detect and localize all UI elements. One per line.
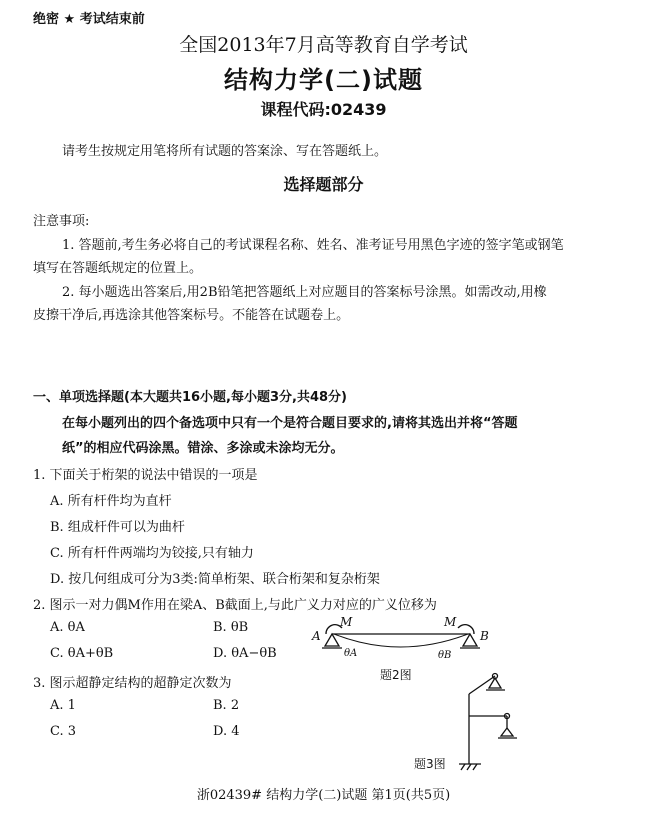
- question-2-option-b: B. θB: [213, 620, 249, 635]
- label-a: A: [312, 629, 321, 643]
- page-footer: 浙02439# 结构力学(二)试题 第1页(共5页): [196, 788, 451, 803]
- question-3-option-b: B. 2: [213, 698, 240, 713]
- figure-3-frame-diagram: [455, 668, 535, 774]
- label-b: B: [480, 629, 489, 643]
- notice-item-1-line-2: 填写在答题纸规定的位置上。: [33, 261, 203, 276]
- figure-3-caption: 题3图: [414, 757, 446, 771]
- question-2-option-c: C. θA+θB: [50, 646, 114, 661]
- couple-arrow-b: [458, 625, 474, 634]
- question-1-option-b: B. 组成杆件可以为曲杆: [50, 520, 185, 535]
- label-m-right: M: [444, 615, 457, 629]
- question-1-option-a: A. 所有杆件均为直杆: [50, 494, 172, 509]
- question-2-stem: 2. 图示一对力偶M作用在梁A、B截面上,与此广义力对应的广义位移为: [33, 598, 437, 613]
- exam-title: 全国2013年7月高等教育自学考试: [179, 34, 468, 56]
- label-m-left: M: [340, 615, 353, 629]
- confidential-label: 绝密 ★ 考试结束前: [33, 12, 145, 27]
- question-3-option-d: D. 4: [213, 724, 240, 739]
- question-1-option-d: D. 按几何组成可分为3类:简单桁架、联合桁架和复杂桁架: [50, 572, 380, 587]
- figure-2-beam-diagram: [310, 612, 500, 668]
- support-a: [325, 634, 339, 646]
- answer-instruction: 请考生按规定用笔将所有试题的答案涂、写在答题纸上。: [62, 144, 388, 159]
- support-right: [501, 728, 513, 736]
- question-1-option-c: C. 所有杆件两端均为铰接,只有轴力: [50, 546, 254, 561]
- subject-title: 结构力学(二)试题: [224, 66, 423, 94]
- section-desc-line-1: 在每小题列出的四个备选项中只有一个是符合题目要求的,请将其选出并将“答题: [62, 416, 518, 431]
- question-1-stem: 1. 下面关于桁架的说法中错误的一项是: [33, 468, 258, 483]
- notice-item-2-line-2: 皮擦干净后,再选涂其他答案标号。不能答在试题卷上。: [33, 308, 350, 323]
- notice-item-1-line-1: 1. 答题前,考生务必将自己的考试课程名称、姓名、准考证号用黑色字迹的签字笔或钢笔: [62, 238, 564, 253]
- section-desc-line-2: 纸”的相应代码涂黑。错涂、多涂或未涂均无分。: [62, 441, 344, 456]
- question-3-option-a: A. 1: [50, 698, 76, 713]
- question-3-option-c: C. 3: [50, 724, 77, 739]
- label-theta-b: θB: [438, 650, 452, 661]
- section-title: 一、单项选择题(本大题共16小题,每小题3分,共48分): [33, 390, 347, 405]
- question-2-option-a: A. θA: [50, 620, 85, 635]
- question-3-stem: 3. 图示超静定结构的超静定次数为: [33, 676, 232, 691]
- course-code: 课程代码:02439: [260, 100, 387, 119]
- notice-item-2-line-1: 2. 每小题选出答案后,用2B铅笔把答题纸上对应题目的答案标号涂黑。如需改动,用橡: [62, 285, 547, 300]
- question-2-option-d: D. θA−θB: [213, 646, 277, 661]
- notice-title: 注意事项:: [33, 214, 90, 229]
- label-theta-a: θA: [344, 648, 358, 659]
- support-b: [463, 634, 477, 646]
- part-title: 选择题部分: [283, 175, 364, 194]
- figure-2-caption: 题2图: [380, 668, 412, 682]
- deflection-curve: [334, 634, 468, 647]
